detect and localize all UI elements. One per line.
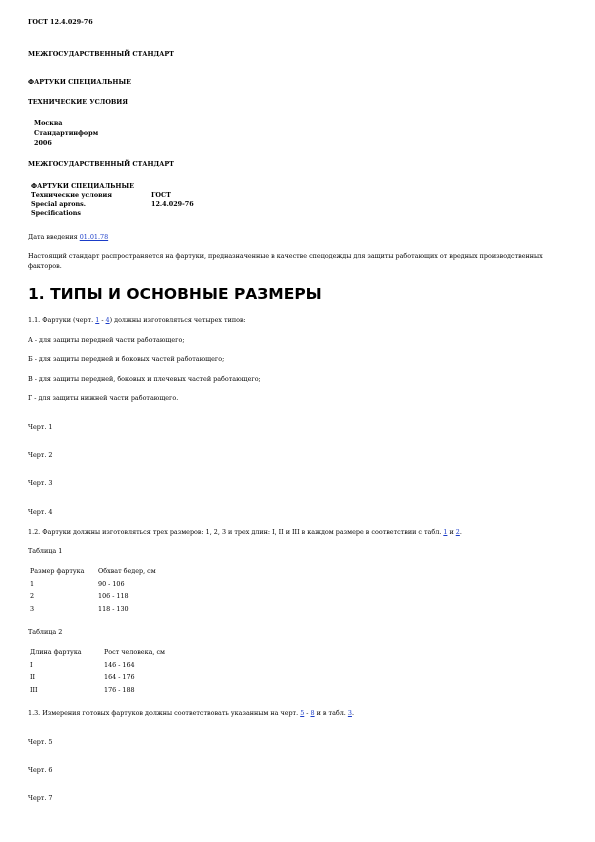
drawing-caption-3: Черт. 3 [28, 479, 53, 487]
type-g: Г - для защиты нижней части работающего. [28, 394, 179, 402]
introduction-date [28, 233, 108, 241]
link-drawing-8[interactable]: 8 [310, 709, 315, 717]
publisher-name: Стандартинформ [34, 129, 99, 137]
table-cell: 1 [30, 579, 35, 588]
p13-text-pre: 1.3. Измерения готовых фартуков должны соответствовать указанным на черт. [28, 709, 299, 717]
drawing-caption-1: Черт. 1 [28, 423, 53, 431]
type-v: В - для защиты передней, боковых и плечевых частей работающего; [28, 375, 261, 383]
p11-text-pre: 1.1. Фартуки (черт. [28, 316, 94, 324]
drawing-caption-6: Черт. 6 [28, 766, 53, 774]
title-block-gost-label: ГОСТ [151, 191, 171, 199]
p13-text-post: . [351, 709, 354, 717]
table-2-header-height: Рост человека, см [104, 648, 166, 656]
table-cell: 90 - 106 [98, 579, 125, 588]
publication-year: 2006 [34, 139, 52, 147]
table-cell: 2 [30, 592, 35, 600]
table-1-header-size: Размер фартука [30, 567, 85, 575]
link-table-3[interactable]: 3 [347, 709, 352, 717]
drawing-caption-4: Черт. 4 [28, 508, 53, 516]
table-cell: III [30, 685, 38, 694]
title-block-en-subtitle: Specifications [31, 209, 82, 217]
interstate-standard-heading-2: МЕЖГОСУДАРСТВЕННЫЙ СТАНДАРТ [28, 160, 174, 168]
p12-text-post: . [459, 528, 462, 536]
p11-text-post: ) должны изготовляться четырех типов: [109, 316, 246, 324]
link-drawing-5[interactable]: 5 [300, 709, 305, 717]
table-1-caption: Таблица 1 [28, 547, 63, 555]
introduction-date-label: Дата введения [28, 233, 78, 241]
paragraph-1-3 [28, 709, 354, 717]
title-block-ru-subtitle: Технические условия [31, 191, 112, 199]
gost-code: ГОСТ 12.4.029-76 [28, 18, 93, 26]
table-cell: 106 - 118 [98, 592, 129, 600]
table-2-header-length: Длина фартука [30, 648, 82, 656]
type-b: Б - для защиты передней и боковых частей работающего; [28, 355, 225, 363]
p13-text-mid: - [304, 709, 311, 717]
link-table-2[interactable]: 2 [455, 528, 460, 536]
introduction-date-link[interactable]: 01.01.78 [79, 233, 109, 241]
p12-text-pre: 1.2. Фартуки должны изготовляться трех размеров: 1, 2, 3 и трех длин: I, II и III в каждом размере в соответствии с табл. [28, 528, 442, 536]
table-1-header-hip: Обхват бедер, см [98, 567, 156, 575]
link-drawing-1[interactable]: 1 [95, 316, 100, 324]
table-cell: II [30, 673, 36, 681]
paragraph-1-1 [28, 316, 246, 324]
link-table-1[interactable]: 1 [443, 528, 448, 536]
p11-text-mid: - [99, 316, 106, 324]
title-block-title: ФАРТУКИ СПЕЦИАЛЬНЫЕ [31, 182, 135, 190]
p13-text-mid2: и в табл. [314, 709, 346, 717]
document-subtitle: ТЕХНИЧЕСКИЕ УСЛОВИЯ [28, 98, 128, 106]
title-block-en-title: Special aprons. [31, 200, 86, 208]
table-cell: 3 [30, 604, 35, 613]
drawing-caption-5: Черт. 5 [28, 738, 53, 746]
publisher-city: Москва [34, 119, 63, 127]
title-block-gost-number: 12.4.029-76 [151, 200, 194, 208]
table-cell: I [30, 660, 33, 669]
interstate-standard-heading: МЕЖГОСУДАРСТВЕННЫЙ СТАНДАРТ [28, 50, 174, 58]
document-title: ФАРТУКИ СПЕЦИАЛЬНЫЕ [28, 78, 132, 86]
link-drawing-4[interactable]: 4 [105, 316, 110, 324]
table-cell: 164 - 176 [104, 673, 135, 681]
scope-paragraph: Настоящий стандарт распространяется на фартуки, предназначенные в качестве спецодежды для защиты работающих от вредных производственных факторов. [28, 252, 543, 270]
paragraph-1-2 [28, 528, 462, 536]
section-heading: 1. ТИПЫ И ОСНОВНЫЕ РАЗМЕРЫ [28, 285, 322, 303]
table-cell: 176 - 188 [104, 685, 135, 694]
table-cell: 146 - 164 [104, 660, 135, 669]
type-a: А - для защиты передней части работающего; [28, 336, 185, 344]
drawing-caption-7: Черт. 7 [28, 794, 53, 802]
p12-text-mid: и [447, 528, 456, 536]
table-2-caption: Таблица 2 [28, 628, 63, 636]
table-cell: 118 - 130 [98, 604, 129, 613]
drawing-caption-2: Черт. 2 [28, 451, 53, 459]
